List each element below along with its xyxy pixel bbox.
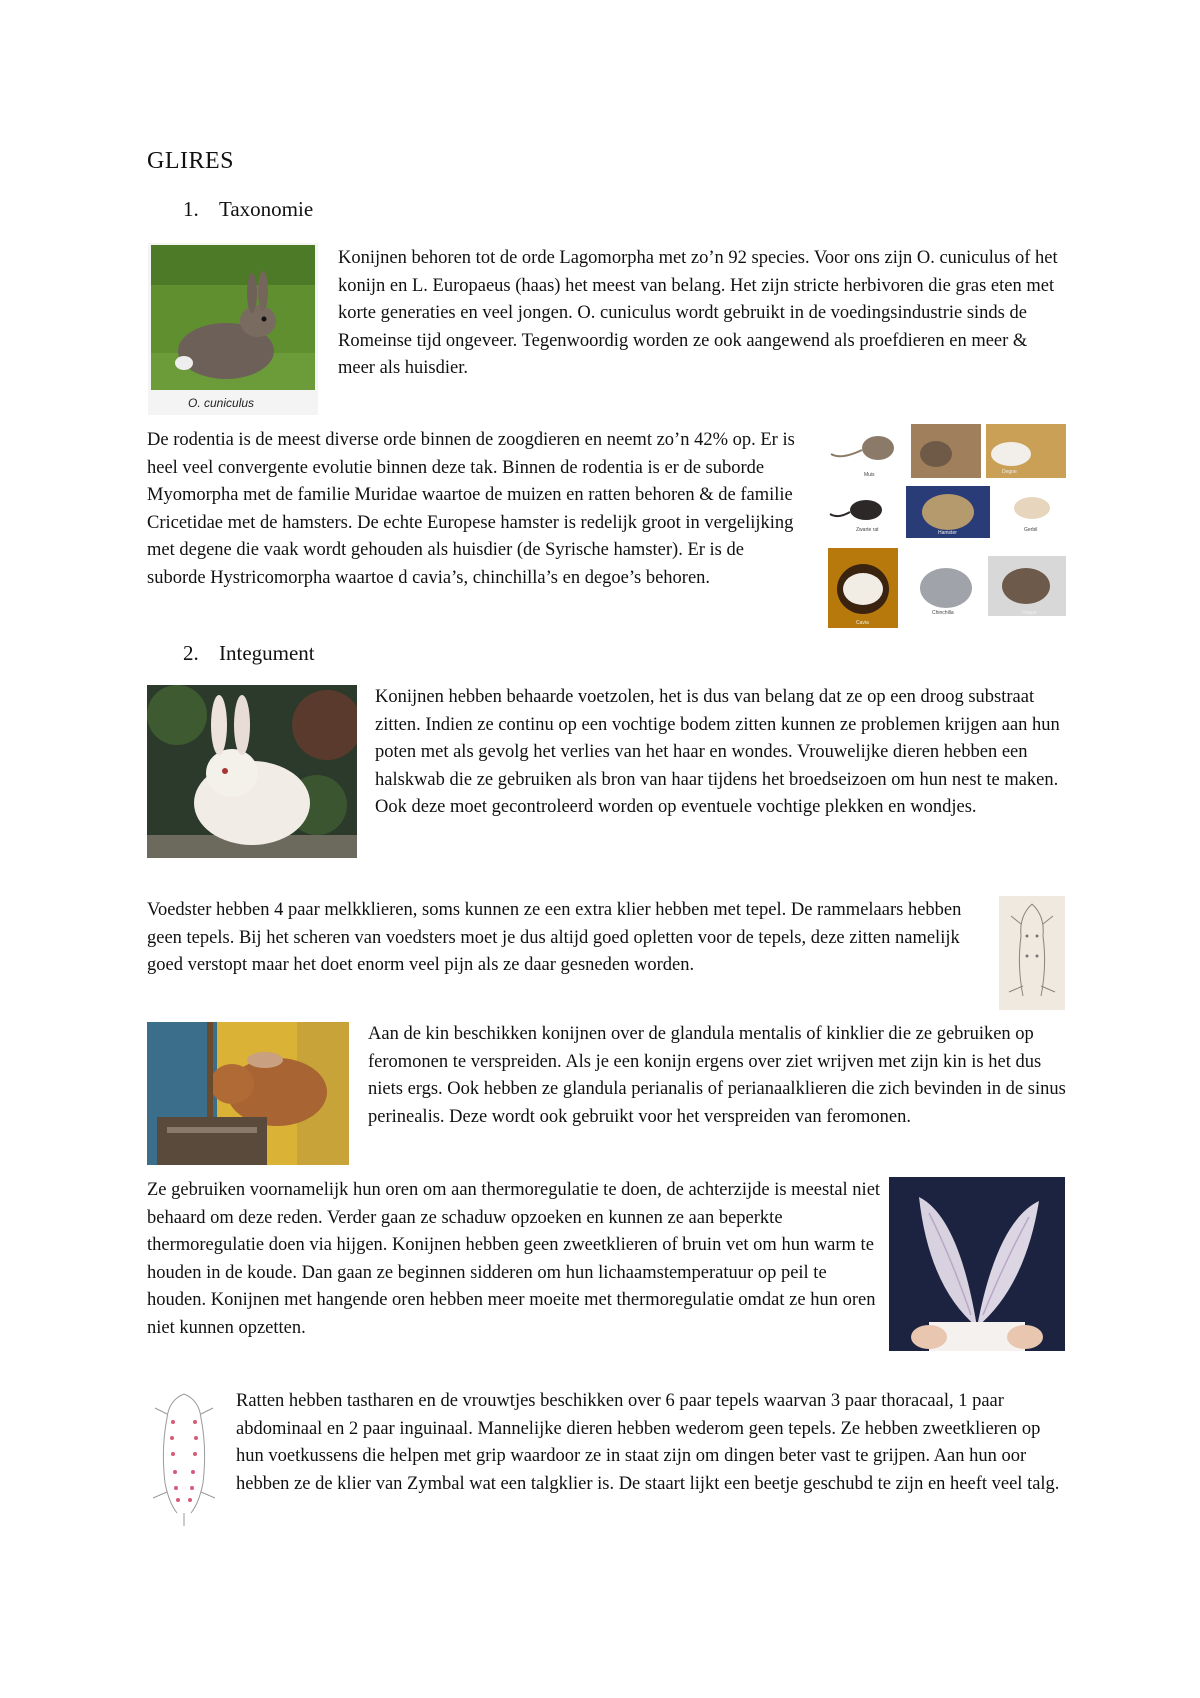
rodent-label-hamster: Hamster — [938, 530, 957, 536]
rabbit-ears-photo — [889, 1177, 1065, 1351]
paragraph-integument-5: Ratten hebben tastharen en de vrouwtjes beschikken over 6 paar tepels waarvan 3 paar thoracaal, 1 paar abdominaal en 2 paar inguinaal. Mannelijke dieren hebben wederom geen tepels. Ze hebben zweetklieren op hun voetkussens die helpen met grip waardoor ze in staat zijn om dingen beter vast te grijpen. Aan hun oor hebben ze de klier van Zymbal wat een talgklier is. De staart lijkt een beetje geschubd te zijn en heeft veel talg. — [236, 1391, 1060, 1494]
paragraph-integument-4: Ze gebruiken voornamelijk hun oren om aan thermoregulatie te doen, de achterzijde is meestal niet behaard om deze reden. Verder gaan ze schaduw opzoeken en kunnen ze aan beperkte thermoregulatie doen via hijgen. Konijnen hebben geen zweetklieren of bruin vet om hun warm te houden in de koude. Dan gaan ze beginnen sidderen om hun lichaamstemperatuur op peil te houden. Konijnen met hangende oren hebben meer moeite met thermoregulatie omdat ze hun oren niet kunnen opzetten. — [147, 1180, 881, 1338]
paragraph-taxonomie-2: De rodentia is de meest diverse orde binnen de zoogdieren en neemt zo’n 42% op. Er is heel veel convergente evolutie binnen deze tak. Binnen de rodentia is er de suborde Myomorpha met de familie Muridae waartoe de muizen en ratten behoren & de familie Cricetidae met de hamsters. De echte Europese hamster is redelijk groot in vergelijking met degene die vaak wordt gehouden als huisdier (de Syrische hamster). Er is de suborde Hystricomorpha waartoe d cavia’s, chinchilla’s en degoe’s behoren. — [147, 430, 795, 588]
wild-rabbit-photo — [148, 243, 318, 415]
mammary-gland-sketch — [999, 896, 1065, 1010]
paragraph-taxonomie-1: Konijnen behoren tot de orde Lagomorpha met zo’n 92 species. Voor ons zijn O. cuniculus of het konijn en L. Europaeus (haas) het meest van belang. Het zijn stricte herbivoren die gras eten met korte generaties en veel jongen. O. cuniculus wordt gebruikt in de voedingsindustrie sinds de Romeinse tijd ongeveer. Tegenwoordig worden ze ook aangewend als proefdieren en meer & meer als huisdier. — [338, 248, 1058, 379]
rat-anatomy-sketch — [147, 1388, 221, 1528]
mammary-gland-illustration — [999, 896, 1065, 1010]
section-number: 2. — [183, 641, 199, 665]
rodent-label-gerbil: Gerbil — [1024, 527, 1038, 533]
page-title: GLIRES — [147, 148, 234, 174]
rodent-collage — [826, 424, 1066, 630]
section-number: 1. — [183, 197, 199, 221]
rat-anatomy-illustration — [147, 1388, 221, 1528]
rodent-label-zwarte-rat: Zwarte rat — [856, 527, 879, 533]
section-title: Integument — [219, 641, 315, 665]
paragraph-integument-1: Konijnen hebben behaarde voetzolen, het is dus van belang dat ze op een droog substraat zitten. Indien ze continu op een vochtige bodem zitten kunnen ze problemen krijgen aan hun poten met als gevolg het verlies van het haar en wondes. Vrouwelijke dieren hebben een halskwab die ze gebruiken als bron van haar tijdens het broedseizoen om hun nest te maken. Ook deze moet gecontroleerd worden op eventuele vochtige plekken en wondjes. — [375, 687, 1060, 818]
section-title: Taxonomie — [219, 197, 314, 221]
rabbit-photo-caption: O. cuniculus — [188, 396, 255, 410]
rodent-label-degoe-top: Degoe — [1002, 469, 1017, 475]
brown-rabbit-illustration — [147, 1022, 349, 1165]
rodent-label-muis: Muis — [864, 472, 875, 478]
brown-rabbit-photo — [147, 1022, 349, 1165]
white-rabbit-illustration — [147, 685, 357, 858]
rabbit-ears-illustration — [889, 1177, 1065, 1351]
section-heading-integument — [183, 641, 315, 666]
rodent-label-chinchilla: Chinchilla — [932, 610, 954, 616]
rodent-label-cavia: Cavia — [856, 620, 869, 626]
white-rabbit-photo — [147, 685, 357, 858]
wild-rabbit-illustration — [148, 243, 318, 415]
section-heading-taxonomie — [183, 197, 313, 222]
paragraph-integument-3: Aan de kin beschikken konijnen over de glandula mentalis of kinklier die ze gebruiken op feromonen te verspreiden. Als je een konijn ergens over ziet wrijven met zijn kin is het dus niets ergs. Ook hebben ze glandula perianalis of perianaalklieren die zich bevinden in de sinus perinealis. Deze wordt ook gebruikt voor het verspreiden van feromonen. — [368, 1024, 1066, 1127]
rodent-label-degoe-bottom: Degoe — [1022, 610, 1037, 616]
paragraph-integument-2: Voedster hebben 4 paar melkklieren, soms kunnen ze een extra klier hebben met tepel. De rammelaars hebben geen tepels. Bij het scheren van voedsters moet je dus altijd goed opletten voor de tepels, deze zitten namelijk goed verstopt maar het doet enorm veel pijn als ze daar gesneden worden. — [147, 900, 962, 976]
